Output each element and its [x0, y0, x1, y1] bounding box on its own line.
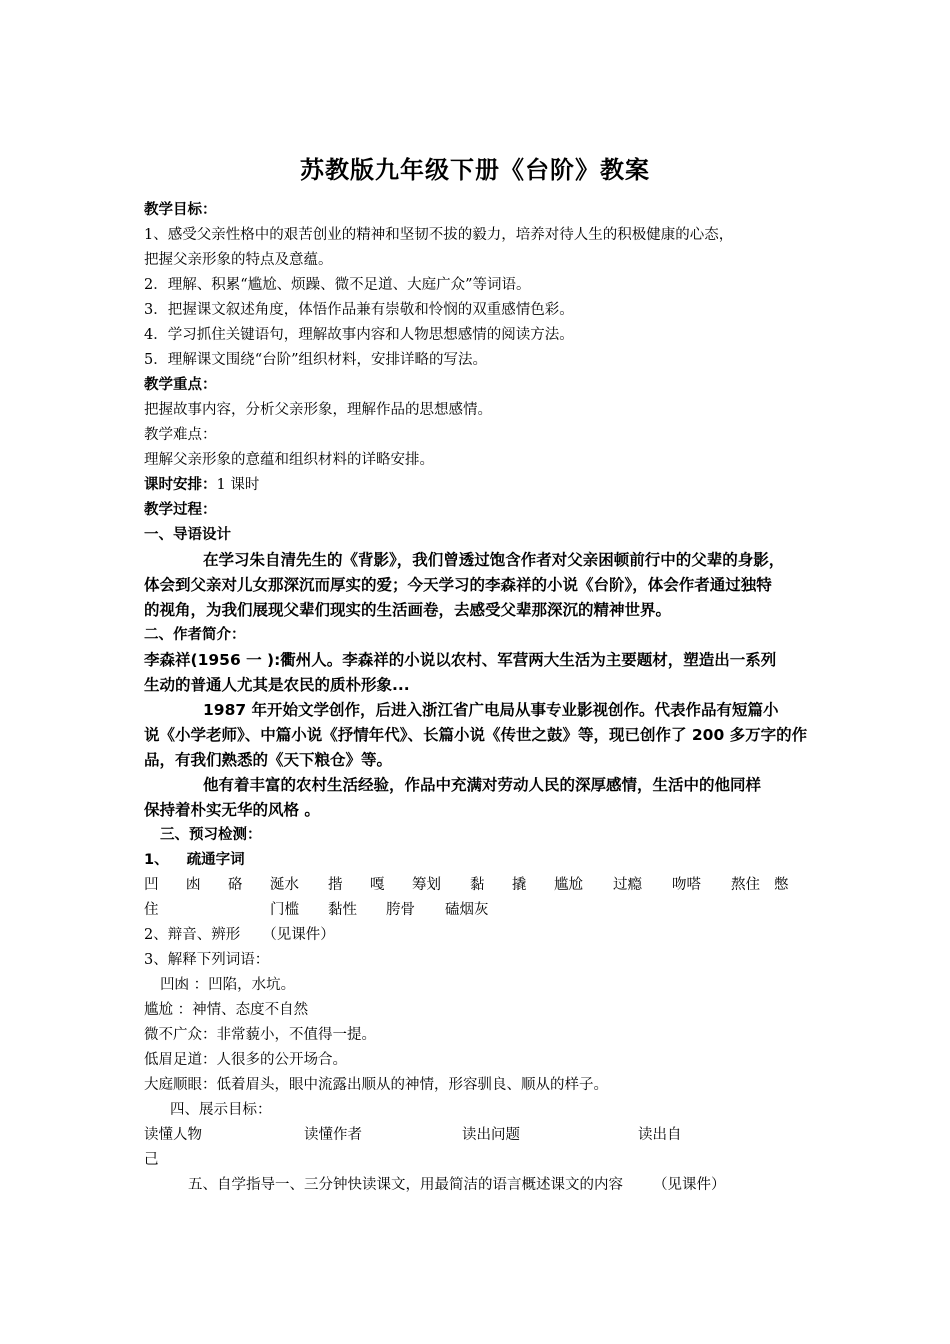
word: 磕烟灰: [445, 902, 489, 918]
definition-2: 尴尬 ：神情、态度不自然: [144, 1002, 309, 1018]
word: 嘎: [370, 877, 385, 893]
author-p2-line-3: 品，有我们熟悉的《天下粮仓》等。: [144, 751, 393, 769]
word: 黏性: [328, 902, 357, 918]
goal-item: 读懂作者: [304, 1127, 362, 1143]
objective-4: 4．学习抓住关键语句，理解故事内容和人物思想感情的阅读方法。: [144, 327, 574, 343]
author-p2-line-2: 说《小学老师》、中篇小说《抒情年代》、长篇小说《传世之鼓》等，现已创作了 200 多万字的作: [144, 726, 808, 744]
sub-2: 2、辩音、辨形: [144, 927, 241, 943]
words-row-2: [144, 898, 816, 922]
definition-1: 凹凼 ：凹陷，水坑。: [160, 977, 296, 993]
objective-1-cont: 把握父亲形象的特点及意蕴。: [144, 252, 333, 268]
objective-1: 1、感受父亲性格中的艰苦创业的精神和坚韧不拔的毅力，培养对待人生的积极健康的心态，: [144, 227, 734, 243]
intro-line-2: 体会到父亲对儿女那深沉而厚实的爱；今天学习的李森祥的小说《台阶》，体会作者通过独特: [144, 576, 772, 594]
objective-5: 5．理解课文围绕“台阶”组织材料，安排详略的写法。: [144, 352, 488, 368]
word: 憋: [774, 877, 789, 893]
word: 门槛: [270, 902, 299, 918]
word: 住: [144, 902, 159, 918]
word: 尴尬: [554, 877, 583, 893]
word: 涎水: [270, 877, 299, 893]
key-point-heading: 教学重点：: [144, 377, 217, 393]
word: 吻嗒: [672, 877, 701, 893]
section-5-line: [188, 1173, 816, 1197]
word: 筹划: [412, 877, 441, 893]
author-p1-line-2: 生动的普通人尤其是农民的质朴形象...: [144, 676, 410, 694]
word: 凼: [186, 877, 201, 893]
words-row-1: [144, 873, 816, 897]
section-4-heading: 四、展示目标：: [170, 1102, 272, 1118]
difficulty-heading: 教学难点：: [144, 427, 217, 443]
schedule-value: 1 课时: [216, 477, 260, 493]
schedule-line: [144, 473, 816, 497]
section-1-heading: 一、导语设计: [144, 527, 231, 543]
sub-3: 3、解释下列词语：: [144, 952, 270, 968]
word: 揩: [328, 877, 343, 893]
definition-4: 低眉足道：人很多的公开场合。: [144, 1052, 347, 1068]
process-heading: 教学过程：: [144, 502, 217, 518]
sub-2-line: [144, 923, 816, 947]
section-3-heading: 三、预习检测：: [160, 827, 262, 843]
intro-line-3: 的视角，为我们展现父辈们现实的生活画卷，去感受父辈那深沉的精神世界。: [144, 601, 672, 619]
schedule-label: 课时安排：: [144, 477, 217, 493]
goal-item: 读懂人物: [144, 1127, 202, 1143]
section-5: 五、自学指导一、三分钟快读课文，用最简洁的语言概述课文的内容: [188, 1177, 623, 1193]
sub-1-heading: 疏通字词: [186, 852, 245, 868]
author-p3-line-2: 保持着朴实无华的风格 。: [144, 801, 320, 819]
section-5-note: （见课件）: [653, 1177, 726, 1193]
word: 硌: [228, 877, 243, 893]
goals-wrap: 己: [144, 1152, 159, 1168]
intro-line-1: 在学习朱自清先生的《背影》，我们曾透过饱含作者对父亲困顿前行中的父辈的身影，: [203, 551, 785, 569]
objectives-heading: 教学目标：: [144, 202, 217, 218]
author-p2-line-1: 1987 年开始文学创作，后进入浙江省广电局从事专业影视创作。代表作品有短篇小: [203, 701, 779, 719]
objective-3: 3．把握课文叙述角度，体悟作品兼有崇敬和怜悯的双重感情色彩。: [144, 302, 574, 318]
word: 熬住: [731, 877, 760, 893]
section-2-heading: 二、作者简介：: [144, 627, 246, 643]
goal-item: 读出自: [638, 1127, 682, 1143]
word: 凹: [144, 877, 159, 893]
word: 过瘾: [613, 877, 642, 893]
goal-item: 读出问题: [462, 1127, 520, 1143]
word: 撬: [512, 877, 527, 893]
sub-2-note: （见课件）: [262, 927, 335, 943]
word: 黏: [470, 877, 485, 893]
difficulty: 理解父亲形象的意蕴和组织材料的详略安排。: [144, 452, 434, 468]
key-point: 把握故事内容，分析父亲形象，理解作品的思想感情。: [144, 402, 492, 418]
sub-1-number: 1、: [144, 852, 169, 868]
goals-row: [144, 1123, 816, 1147]
author-p3-line-1: 他有着丰富的农村生活经验，作品中充满对劳动人民的深厚感情，生活中的他同样: [203, 776, 762, 794]
sub-1-line: [144, 848, 816, 872]
definition-5: 大庭顺眼：低着眉头，眼中流露出顺从的神情，形容驯良、顺从的样子。: [144, 1077, 608, 1093]
document-title: 苏教版九年级下册《台阶》教案: [300, 156, 650, 184]
objective-2: 2．理解、积累“尴尬、烦躁、微不足道、大庭广众”等词语。: [144, 277, 531, 293]
author-p1-line-1: 李森祥(1956 一 ):衢州人。李森祥的小说以农村、军营两大生活为主要题材，塑造出一系列: [144, 651, 777, 669]
definition-3: 微不广众：非常藐小，不值得一提。: [144, 1027, 376, 1043]
word: 胯骨: [386, 902, 415, 918]
